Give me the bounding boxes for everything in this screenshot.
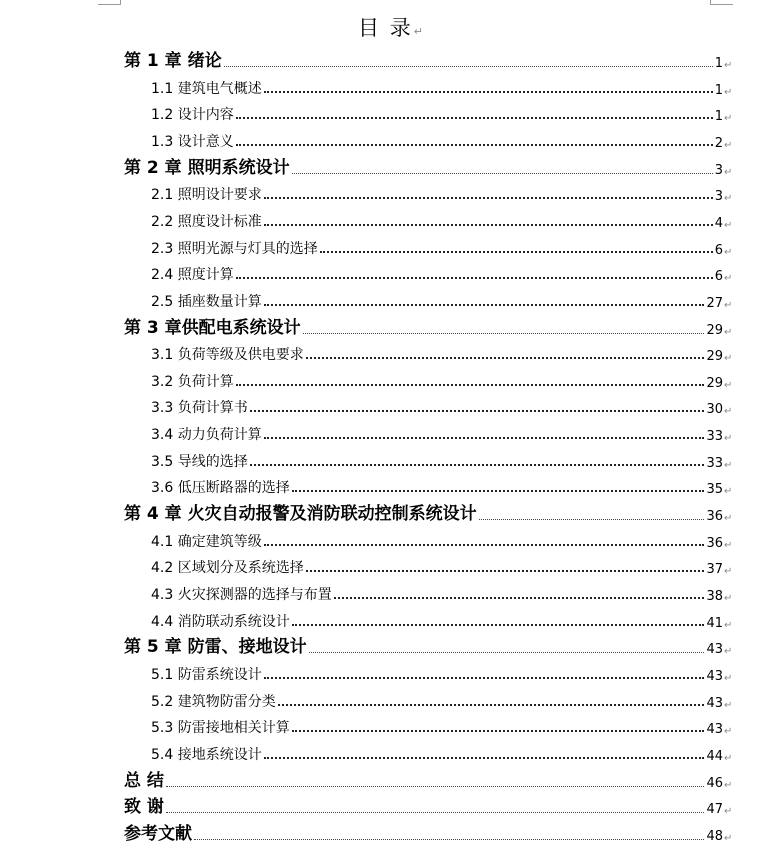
toc-entry-label: 3.6 低压断路器的选择 [151,480,290,496]
paragraph-mark-icon: ↵ [724,433,733,444]
toc-page-number: 33 [706,429,723,444]
toc-page-number: 27 [706,296,723,311]
toc-chapter-entry[interactable] [0,47,781,71]
toc-leader-group [262,216,723,231]
paragraph-mark-icon: ↵ [724,806,733,817]
toc-section-entry[interactable] [0,180,781,204]
toc-dot-leader [250,464,705,466]
toc-section-entry[interactable] [0,340,781,364]
toc-page-number: 36 [706,536,723,551]
toc-dot-leader [309,652,705,653]
toc-page-number: 1 [714,109,723,124]
toc-entry-label: 致 谢 [124,797,164,817]
toc-dot-leader [264,757,705,759]
page-corner-mark-left [98,0,121,5]
toc-entry-label: 第 3 章供配电系统设计 [124,318,301,338]
toc-page-cell [723,566,781,577]
toc-dot-leader [292,173,713,174]
paragraph-mark-icon: ↵ [724,673,733,684]
toc-leader-group [290,163,723,178]
toc-leader-group [304,349,723,364]
toc-dot-leader [292,624,705,626]
paragraph-mark-icon: ↵ [724,353,733,364]
toc-leader-group [164,776,723,791]
toc-dot-leader [306,570,705,572]
toc-page-cell [723,513,781,524]
toc-entry-label: 5.3 防雷接地相关计算 [151,720,290,736]
paragraph-mark-icon: ↵ [724,247,733,258]
toc-section-entry[interactable] [0,713,781,737]
toc-leader-group [192,829,723,844]
toc-entry-label: 第 5 章 防雷、接地设计 [124,637,307,657]
paragraph-mark-icon: ↵ [724,566,733,577]
paragraph-mark-icon: ↵ [724,700,733,711]
toc-dot-leader [303,333,705,334]
toc-entry-label: 3.4 动力负荷计算 [151,427,262,443]
toc-dot-leader [166,812,705,813]
toc-entry-label: 第 1 章 绪论 [124,51,222,71]
toc-chapter-entry[interactable] [0,500,781,524]
toc-page-cell [723,780,781,791]
toc-page-cell [723,540,781,551]
toc-entry-label: 3.1 负荷等级及供电要求 [151,347,304,363]
toc-dot-leader [264,677,705,679]
toc-entry-label: 2.4 照度计算 [151,267,234,283]
toc-leader-group [307,642,723,657]
toc-dot-leader [224,66,713,67]
toc-section-entry[interactable] [0,527,781,551]
toc-page-number: 41 [706,616,723,631]
toc-leader-group [290,722,723,737]
toc-leader-group [222,56,723,71]
toc-page-cell [723,247,781,258]
toc-entry-label: 参考文献 [124,824,192,844]
toc-dot-leader [236,117,713,119]
paragraph-mark-icon: ↵ [724,193,733,204]
toc-leader-group [290,482,723,497]
toc-chapter-entry[interactable] [0,633,781,657]
toc-section-entry[interactable] [0,447,781,471]
paragraph-mark-icon: ↵ [724,273,733,284]
toc-page-cell [723,140,781,151]
toc-dot-leader [306,357,705,359]
toc-leader-group [318,243,723,258]
toc-leader-group [304,562,723,577]
toc-dot-leader [264,544,705,546]
paragraph-mark-icon: ↵ [724,726,733,737]
toc-section-entry[interactable] [0,207,781,231]
toc-page-cell [723,673,781,684]
toc-leader-group [262,296,723,311]
paragraph-mark-icon: ↵ [724,140,733,151]
toc-entry-label: 2.5 插座数量计算 [151,294,262,310]
toc-leader-group [248,456,723,471]
toc-section-entry[interactable] [0,367,781,391]
toc-section-entry[interactable] [0,473,781,497]
toc-entry-label: 1.1 建筑电气概述 [151,81,262,97]
paragraph-mark-icon: ↵ [724,380,733,391]
toc-section-entry[interactable] [0,420,781,444]
toc-page-cell [723,486,781,497]
toc-dot-leader [194,839,704,840]
toc-leader-group [262,189,723,204]
toc-section-entry[interactable] [0,127,781,151]
toc-page-number: 48 [706,829,723,844]
paragraph-mark-icon: ↵ [413,25,423,38]
toc-page-cell [723,833,781,844]
toc-leader-group [234,376,723,391]
paragraph-mark-icon: ↵ [724,87,733,98]
toc-dot-leader [236,144,713,146]
paragraph-mark-icon: ↵ [724,593,733,604]
toc-page-number: 30 [706,402,723,417]
toc-leader-group [477,509,723,524]
toc-section-entry[interactable] [0,234,781,258]
toc-page-cell [723,220,781,231]
toc-page-number: 6 [714,269,723,284]
toc-dot-leader [264,91,713,93]
paragraph-mark-icon: ↵ [724,540,733,551]
toc-dot-leader [236,384,705,386]
toc-page-number: 43 [706,722,723,737]
toc-page-cell [723,700,781,711]
toc-page-number: 38 [706,589,723,604]
toc-page-cell [723,193,781,204]
toc-page-cell [723,273,781,284]
toc-section-entry[interactable] [0,393,781,417]
toc-entry-label: 5.2 建筑物防雷分类 [151,694,276,710]
toc-entry-label: 第 4 章 火灾自动报警及消防联动控制系统设计 [124,504,477,524]
toc-entry-label: 总 结 [124,771,164,791]
toc-section-entry[interactable] [0,100,781,124]
toc-entry-label: 5.4 接地系统设计 [151,747,262,763]
toc-dot-leader [278,704,705,706]
paragraph-mark-icon: ↵ [724,780,733,791]
toc-page-cell [723,460,781,471]
toc-page-number: 1 [714,83,723,98]
toc-leader-group [262,669,723,684]
toc-dot-leader [334,597,705,599]
toc-page-number: 33 [706,456,723,471]
toc-dot-leader [264,224,713,226]
toc-section-entry[interactable] [0,580,781,604]
toc-page-cell [723,380,781,391]
toc-section-entry[interactable] [0,553,781,577]
toc-entry-label: 第 2 章 照明系统设计 [124,158,290,178]
toc-page-number: 1 [714,56,723,71]
toc-leader-group [234,269,723,284]
toc-dot-leader [264,304,705,306]
toc-dot-leader [292,730,705,732]
toc-dot-leader [250,410,705,412]
paragraph-mark-icon: ↵ [724,220,733,231]
toc-entry-label: 4.1 确定建筑等级 [151,534,262,550]
toc-page-cell [723,593,781,604]
toc-section-entry[interactable] [0,607,781,631]
toc-chapter-entry[interactable] [0,767,781,791]
toc-dot-leader [264,197,713,199]
toc-page-number: 44 [706,749,723,764]
paragraph-mark-icon: ↵ [724,113,733,124]
toc-page-cell [723,620,781,631]
toc-entry-label: 3.5 导线的选择 [151,454,248,470]
toc-leader-group [262,83,723,98]
toc-page-number: 43 [706,696,723,711]
paragraph-mark-icon: ↵ [724,300,733,311]
toc-section-entry[interactable] [0,687,781,711]
paragraph-mark-icon: ↵ [724,646,733,657]
toc-entry-label: 3.3 负荷计算书 [151,400,248,416]
toc-leader-group [262,749,723,764]
toc-chapter-entry[interactable] [0,793,781,817]
toc-entry-label: 1.2 设计内容 [151,107,234,123]
toc-page-cell [723,806,781,817]
toc-title [0,12,781,42]
toc-page-number: 37 [706,562,723,577]
toc-page-cell [723,113,781,124]
toc-entry-label: 4.3 火灾探测器的选择与布置 [151,587,332,603]
toc-page-number: 47 [706,802,723,817]
toc-page-cell [723,753,781,764]
toc-page-number: 29 [706,376,723,391]
toc-section-entry[interactable] [0,740,781,764]
toc-page-number: 46 [706,776,723,791]
paragraph-mark-icon: ↵ [724,460,733,471]
toc-page-number: 29 [706,323,723,338]
toc-entry-label: 2.3 照明光源与灯具的选择 [151,241,318,257]
paragraph-mark-icon: ↵ [724,327,733,338]
toc-page-number: 43 [706,669,723,684]
toc-page-number: 6 [714,243,723,258]
toc-leader-group [332,589,723,604]
toc-page-cell [723,300,781,311]
paragraph-mark-icon: ↵ [724,833,733,844]
toc-page-cell [723,327,781,338]
toc-dot-leader [166,786,705,787]
toc-page-cell [723,726,781,737]
paragraph-mark-icon: ↵ [724,167,733,178]
toc-dot-leader [479,519,705,520]
toc-entry-label: 1.3 设计意义 [151,134,234,150]
toc-page-cell [723,167,781,178]
toc-entry-label: 4.2 区域划分及系统选择 [151,560,304,576]
toc-leader-group [262,429,723,444]
toc-entry-label: 2.1 照明设计要求 [151,187,262,203]
toc-leader-group [234,136,723,151]
toc-leader-group [276,696,723,711]
toc-entry-label: 4.4 消防联动系统设计 [151,614,290,630]
toc-dot-leader [292,490,705,492]
toc-chapter-entry[interactable] [0,820,781,844]
toc-page-cell [723,60,781,71]
paragraph-mark-icon: ↵ [724,486,733,497]
toc-entry-label: 3.2 负荷计算 [151,374,234,390]
toc-page-number: 3 [714,189,723,204]
toc-dot-leader [320,251,713,253]
toc-page-number: 3 [714,163,723,178]
toc-entry-label: 2.2 照度设计标准 [151,214,262,230]
toc-leader-group [248,402,723,417]
toc-page-cell [723,646,781,657]
toc-leader-group [234,109,723,124]
toc-section-entry[interactable] [0,287,781,311]
toc-dot-leader [236,277,713,279]
toc-page-number: 35 [706,482,723,497]
toc-page-cell [723,353,781,364]
toc-leader-group [301,323,723,338]
toc-section-entry[interactable] [0,74,781,98]
toc-section-entry[interactable] [0,660,781,684]
paragraph-mark-icon: ↵ [724,753,733,764]
toc-title-text: 目 录 [358,16,413,40]
toc-section-entry[interactable] [0,260,781,284]
toc-dot-leader [264,437,705,439]
toc-page-number: 4 [714,216,723,231]
toc-page-cell [723,406,781,417]
toc-leader-group [290,616,723,631]
toc-page-number: 43 [706,642,723,657]
toc-leader-group [164,802,723,817]
toc-page-cell [723,87,781,98]
toc-chapter-entry[interactable] [0,314,781,338]
paragraph-mark-icon: ↵ [724,406,733,417]
toc-page-number: 2 [714,136,723,151]
toc-page-cell [723,433,781,444]
toc-leader-group [262,536,723,551]
toc-entry-label: 5.1 防雷系统设计 [151,667,262,683]
page-corner-mark-right [710,0,733,5]
toc-chapter-entry[interactable] [0,154,781,178]
paragraph-mark-icon: ↵ [724,620,733,631]
toc-page-number: 36 [706,509,723,524]
paragraph-mark-icon: ↵ [724,60,733,71]
paragraph-mark-icon: ↵ [724,513,733,524]
toc-page-number: 29 [706,349,723,364]
